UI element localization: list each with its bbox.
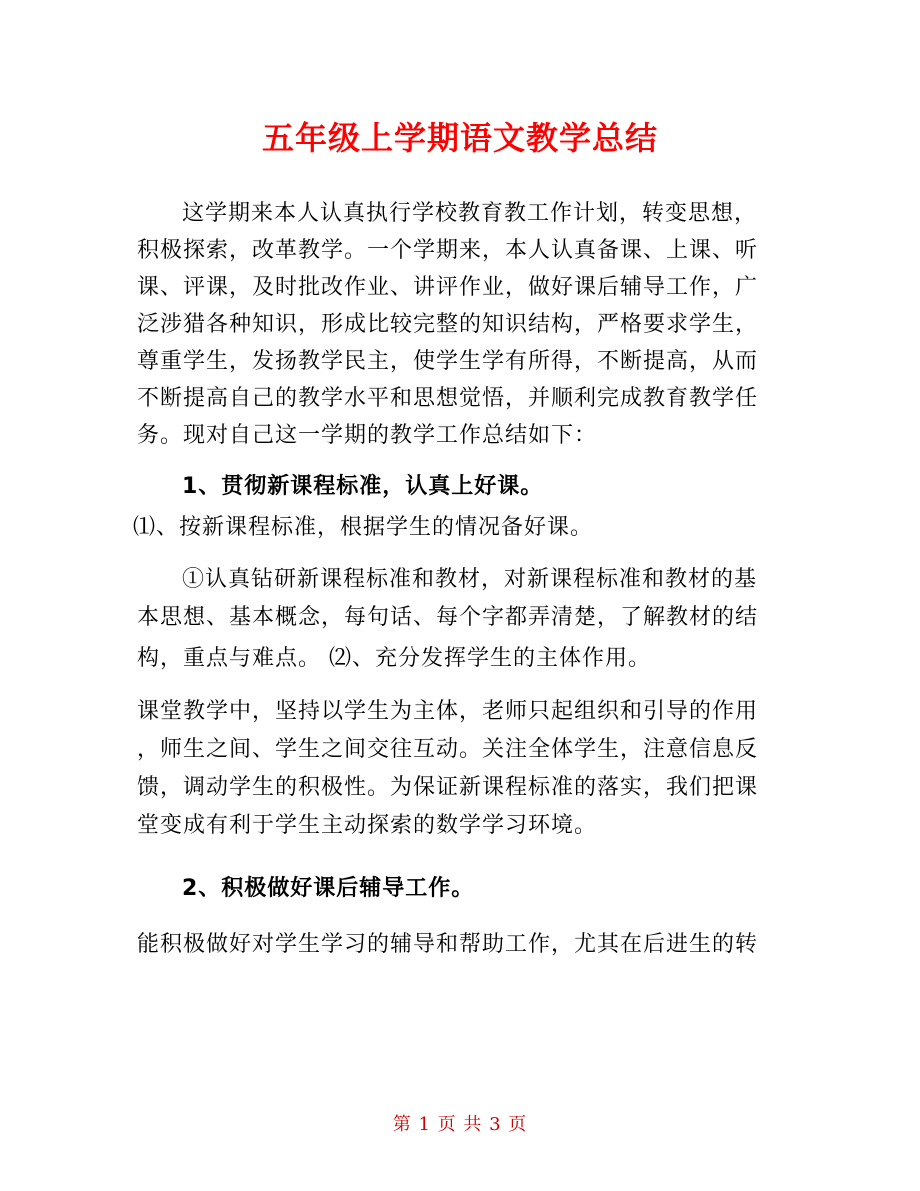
paragraph-line: 课、评课，及时批改作业、讲评作业，做好课后辅导工作，广 (137, 275, 759, 300)
paragraph-line: 堂变成有利于学生主动探索的数学学习环境。 (137, 813, 598, 838)
paragraph-line: ⑴、按新课程标准，根据学生的情况备好课。 (133, 515, 594, 540)
paragraph-line: 这学期来本人认真执行学校教育教工作计划，转变思想， (182, 201, 758, 226)
paragraph-line: 尊重学生，发扬教学民主，使学生学有所得，不断提高，从而 (137, 349, 759, 374)
paragraph-line: 泛涉猎各种知识，形成比较完整的知识结构，严格要求学生， (137, 312, 759, 337)
paragraph-line: 课堂教学中，坚持以学生为主体，老师只起组织和引导的作用 (137, 699, 759, 724)
paragraph-line: ，师生之间、学生之间交往互动。关注全体学生，注意信息反 (137, 737, 759, 762)
page-number: 第 1 页 共 3 页 (392, 1114, 528, 1135)
paragraph-line: 本思想、基本概念，每句话、每个字都弄清楚，了解教材的结 (137, 605, 759, 630)
section-heading: 2、积极做好课后辅导工作。 (182, 876, 475, 901)
paragraph-line: ①认真钻研新课程标准和教材，对新课程标准和教材的基 (182, 567, 758, 592)
paragraph-line: 能积极做好对学生学习的辅导和帮助工作，尤其在后进生的转 (137, 932, 759, 957)
section-heading: 1、贯彻新课程标准，认真上好课。 (182, 474, 544, 499)
paragraph-line: 积极探索，改革教学。一个学期来，本人认真备课、上课、听 (137, 238, 759, 263)
paragraph-line: 构，重点与难点。 ⑵、充分发挥学生的主体作用。 (137, 646, 651, 671)
paragraph-line: 务。现对自己这一学期的教学工作总结如下： (137, 423, 598, 448)
paragraph-line: 不断提高自己的教学水平和思想觉悟，并顺利完成教育教学任 (137, 386, 759, 411)
document-title: 五年级上学期语文教学总结 (261, 119, 658, 157)
paragraph-line: 馈，调动学生的积极性。为保证新课程标准的落实，我们把课 (137, 775, 759, 800)
